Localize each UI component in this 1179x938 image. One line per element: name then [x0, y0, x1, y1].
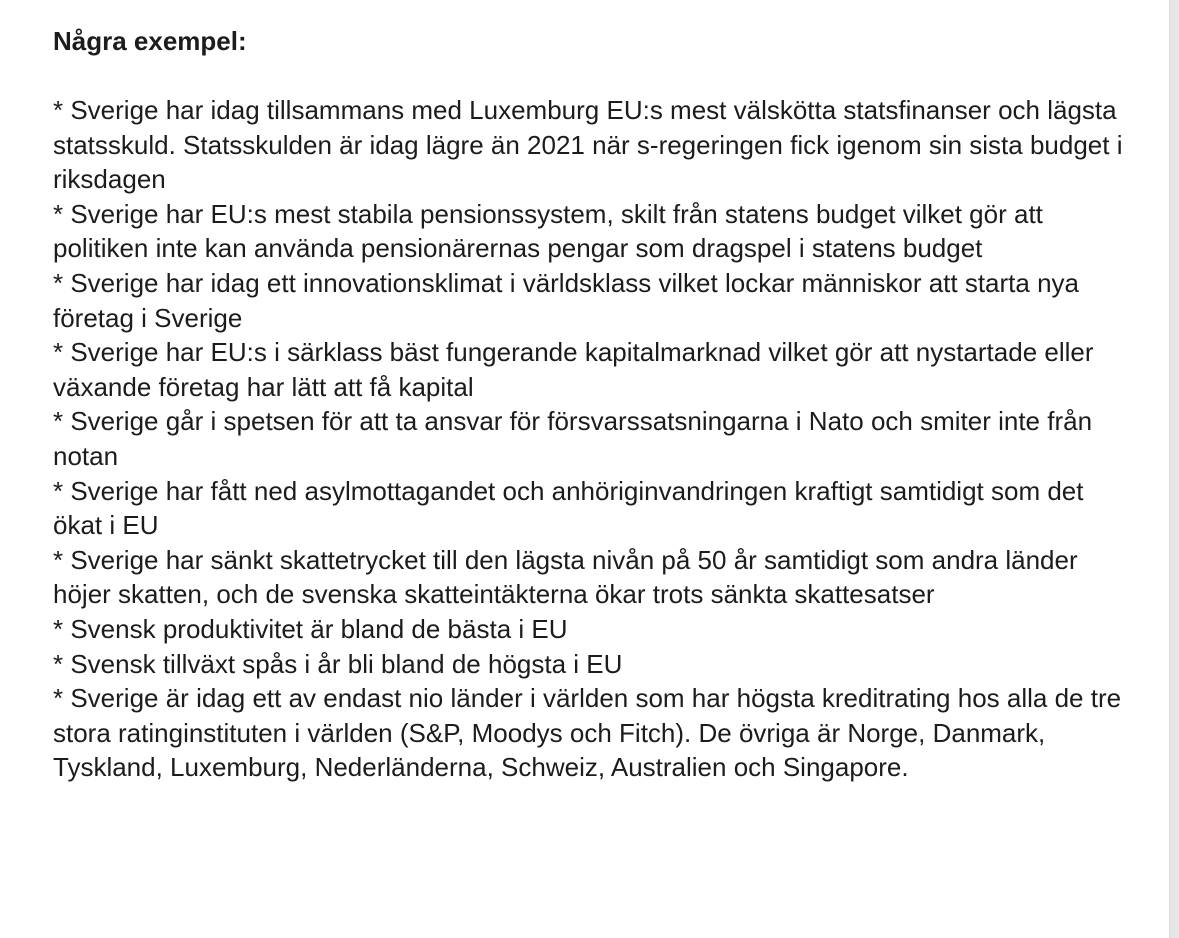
document-heading: Några exempel:	[53, 26, 247, 56]
list-item: * Sverige har EU:s i särklass bäst fungerande kapitalmarknad vilket gör att nystartade eller växande företag har lätt att få kapital	[53, 337, 1094, 402]
list-item: * Sverige har sänkt skattetrycket till den lägsta nivån på 50 år samtidigt som andra länder höjer skatten, och de svenska skatteintäkterna ökar trots sänkta skattesatser	[53, 544, 1078, 610]
list-item: * Sverige går i spetsen för att ta ansvar för försvarssatsningarna i Nato och smiter inte från notan	[53, 406, 1093, 471]
list-item: * Sverige är idag ett av endast nio länder i världen som har högsta kreditrating hos alla de tre stora ratinginstituten i världen (S&P, Moodys och Fitch). De övriga är Norge, Danmark, Tyskland, Luxemburg, Nederländerna, Schweiz, Australien och Singapore.	[53, 683, 1122, 783]
list-item: * Svensk produktivitet är bland de bästa i EU	[53, 613, 568, 644]
list-item: * Sverige har idag tillsammans med Luxemburg EU:s mest välskötta statsfinanser och lägsta statsskuld. Statsskulden är idag lägre än 2021 när s-regeringen fick igenom sin sista budget i riksdagen	[53, 95, 1123, 195]
right-edge-divider	[1169, 0, 1179, 938]
list-item: * Sverige har idag ett innovationsklimat i världsklass vilket lockar människor att starta nya företag i Sverige	[53, 267, 1079, 333]
list-item: * Sverige har fått ned asylmottagandet och anhöriginvandringen kraftigt samtidigt som det ökat i EU	[53, 475, 1084, 541]
list-item: * Svensk tillväxt spås i år bli bland de högsta i EU	[53, 648, 623, 679]
list-item: * Sverige har EU:s mest stabila pensionssystem, skilt från statens budget vilket gör att politiken inte kan använda pensionärernas pengar som dragspel i statens budget	[53, 198, 1043, 264]
example-list	[53, 93, 1129, 785]
